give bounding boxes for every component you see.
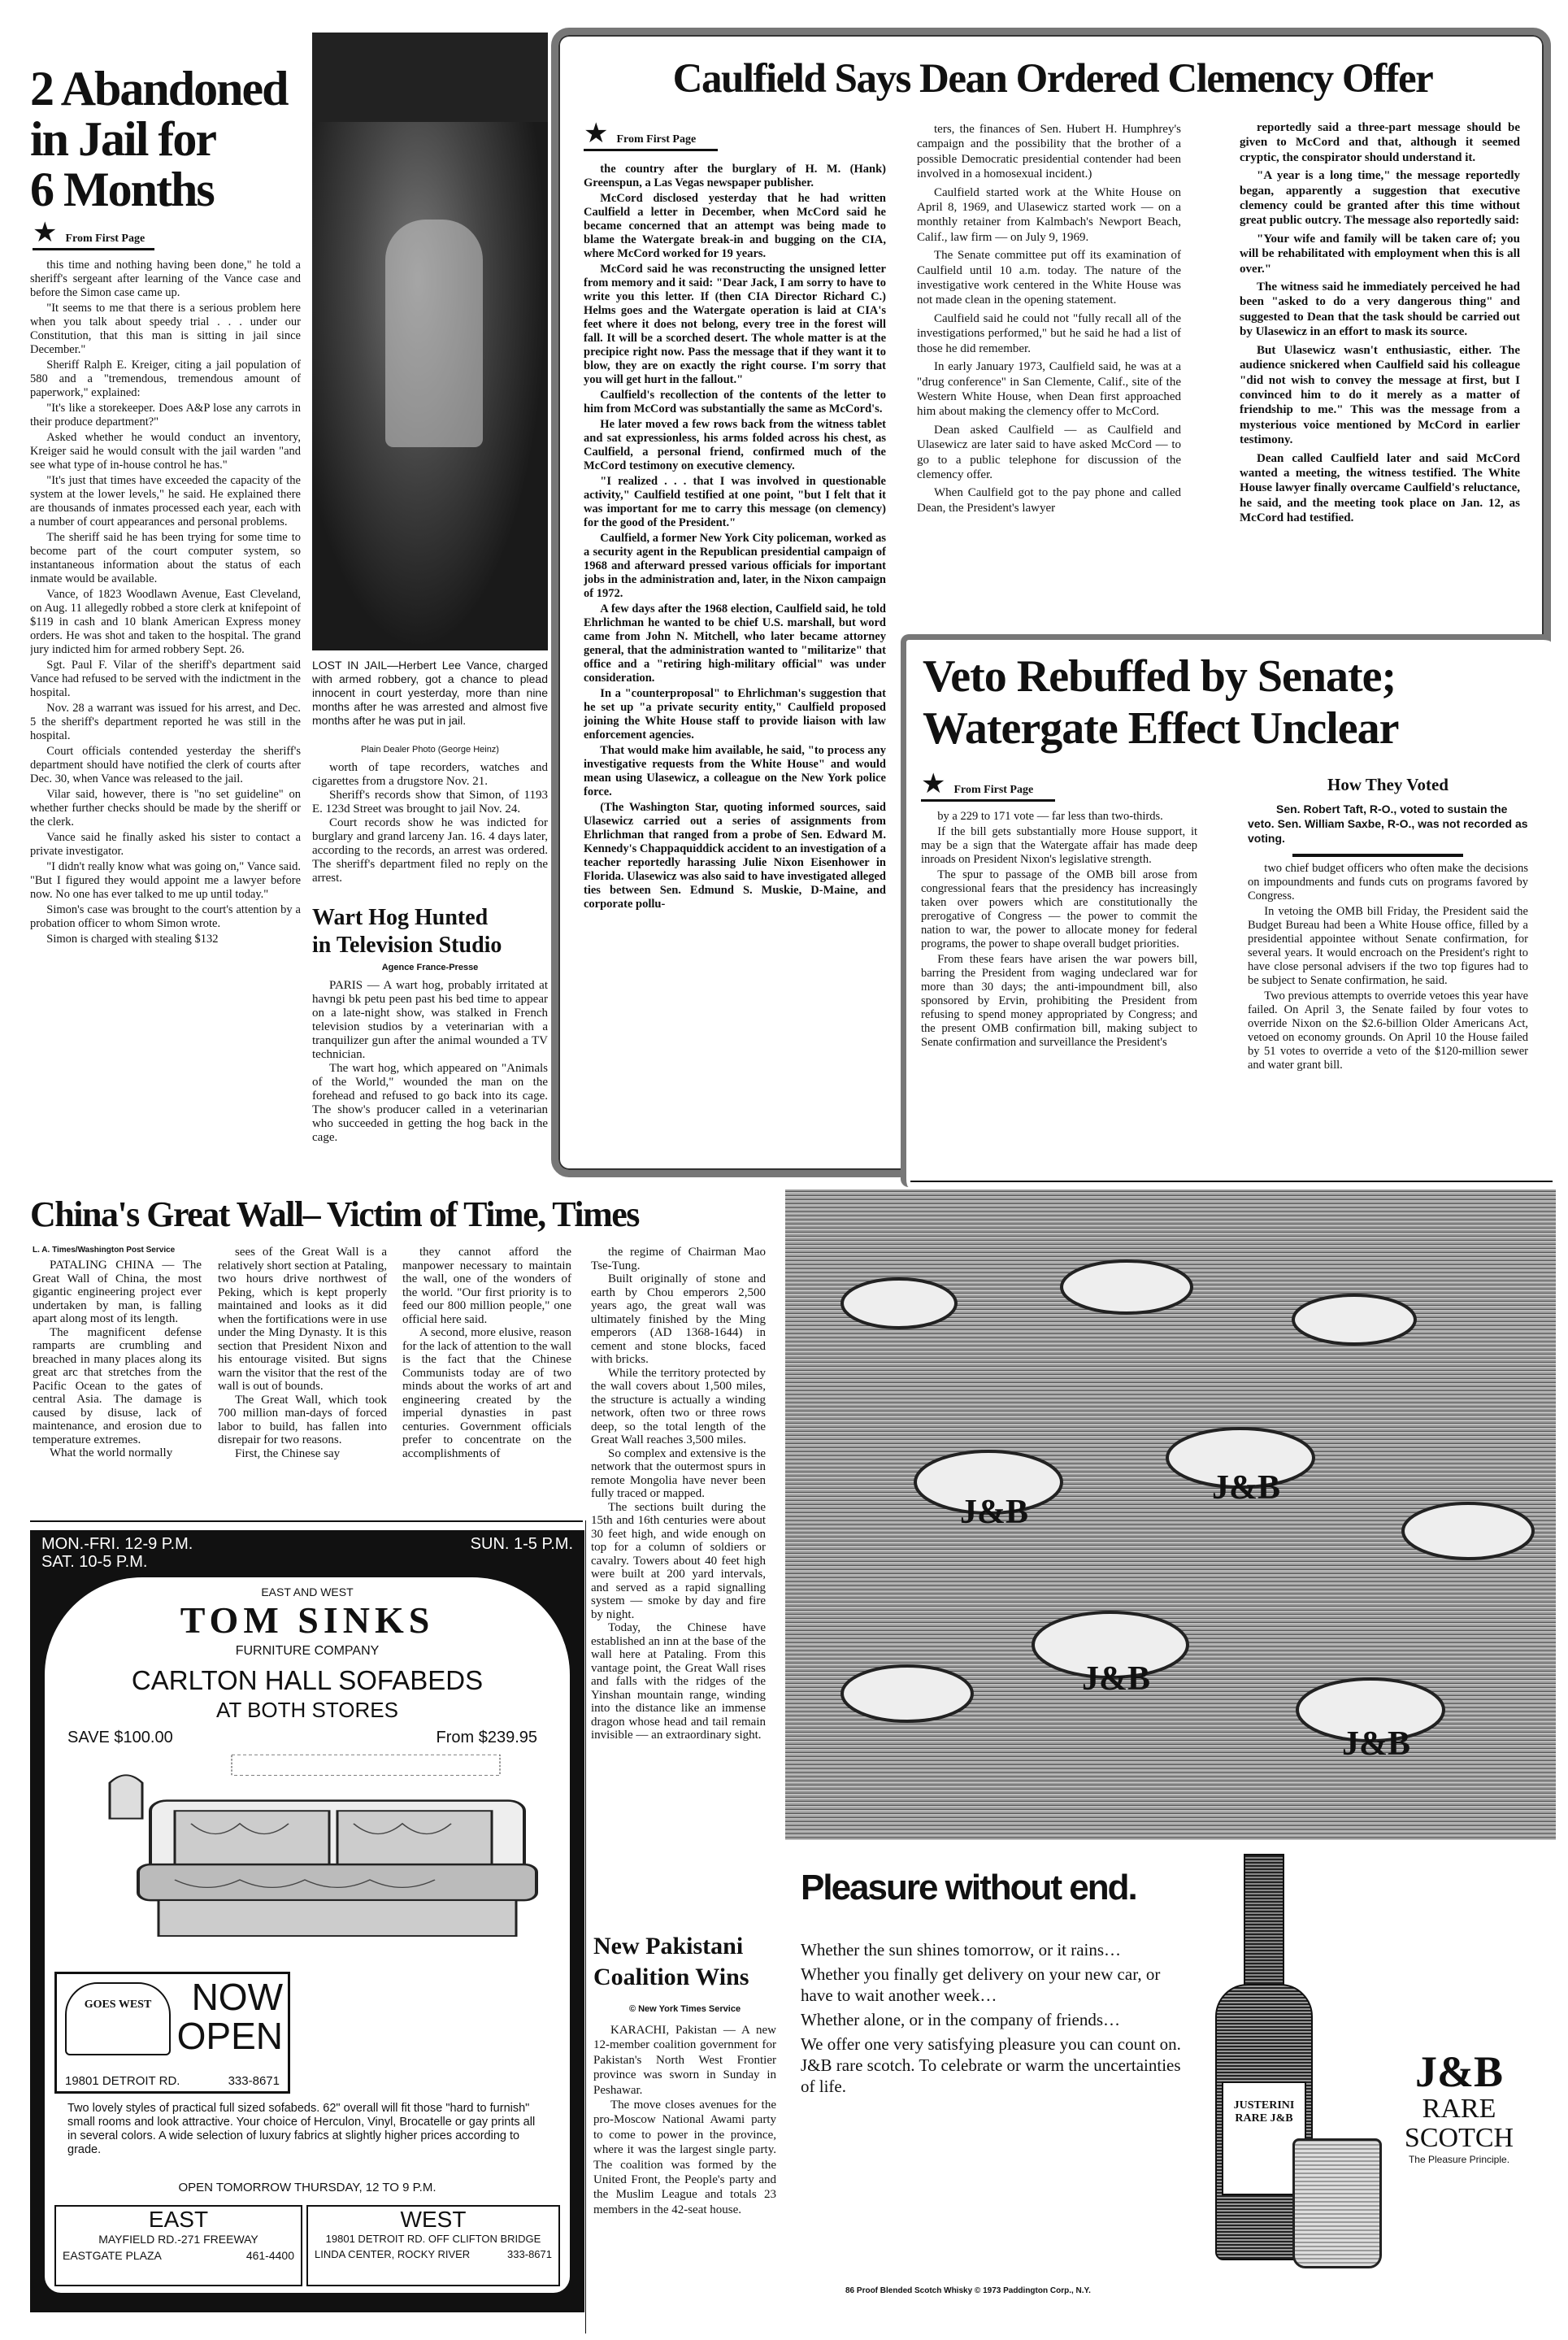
paragraph: "It seems to me that there is a serious problem here when you talk about speedy trial . . . under our Constitution, that this man is sitting in jail since December." bbox=[30, 302, 301, 356]
store-address: 19801 DETROIT RD. OFF CLIFTON BRIDGE bbox=[325, 2233, 541, 2245]
china-col-2 bbox=[218, 1246, 387, 1517]
headline-line: New Pakistani bbox=[593, 1933, 744, 1959]
paragraph: A second, more elusive, reason for the lack of attention to the wall is the fact that the Chinese Communists today are of two minds about the works of art and engineering created by the imperial dynasties in past centuries. Government officials prefer to concentrate on the accomplishments of bbox=[402, 1326, 571, 1460]
paragraph: When Caulfield got to the pay phone and called Dean, the President's lawyer bbox=[917, 486, 1181, 515]
paragraph: Simon is charged with stealing $132 bbox=[46, 933, 219, 946]
copy-line: Whether alone, or in the company of friends… bbox=[801, 2010, 1121, 2029]
scotch-text: SCOTCH bbox=[1404, 2123, 1514, 2153]
paragraph: First, the Chinese say bbox=[235, 1446, 341, 1460]
star-icon: ★ bbox=[33, 218, 58, 248]
paragraph: the country after the burglary of H. M. (Hank) Greenspun, a Las Vegas newspaper publisher. bbox=[584, 163, 886, 189]
rare-text: RARE bbox=[1422, 2094, 1496, 2124]
paragraph: Court officials contended yesterday the sheriff's department should have notified the clerk of courts after Dec. 30, when Vance was released to the jail. bbox=[30, 745, 301, 785]
paragraph: Built originally of stone and earth by Chou emperors 2,500 years ago, the great wall was ultimately finished by the Ming emperors (AD 1368-1644) in cement and stone blocks, faced with bricks. bbox=[591, 1272, 766, 1366]
now-open-phone: 333-8671 bbox=[228, 2074, 280, 2088]
price: From $239.95 bbox=[436, 1729, 537, 1746]
paragraph: From these fears have arisen the war powers bill, barring the President from waging undeclared war for more than 30 days; the anti-impoundment bill, also sponsored by Ervin, prohibiting the President from refusing to spend money appropriated by Congress; and the present OMB confirmation bill, making subject to Senate confirmation and surveillance the President's bbox=[921, 953, 1197, 1049]
from-first-page-marker bbox=[33, 218, 154, 250]
pakistan-credit: © New York Times Service bbox=[628, 2004, 741, 2014]
caulfield-headline: Caulfield Says Dean Ordered Clemency Offer bbox=[672, 56, 1433, 102]
china-col-4 bbox=[591, 1246, 766, 1920]
china-headline: China's Great Wall– Victim of Time, Times bbox=[30, 1194, 639, 1234]
east-store bbox=[54, 2205, 302, 2286]
store-phone: 333-8671 bbox=[507, 2248, 552, 2260]
paragraph: The sheriff said he has been trying for some time to become part of the court computer system, so instantaneous information about the status of each inmate would be available. bbox=[30, 531, 301, 585]
now-text: NOW bbox=[191, 1976, 283, 2018]
copy-line: Whether you finally get delivery on your new car, or have to wait another week… bbox=[801, 1964, 1161, 2005]
paragraph: Today, the Chinese have established an inn at the base of the wall here at Pataling. From this vantage point, the Great Wall rises and falls with the ridges of the Yinshan mountain range, winding into the distance like an immense dragon whose head and tail remain invisible — an extraordinary sight. bbox=[591, 1621, 766, 1742]
paragraph: "It's just that times have exceeded the capacity of the system at the lower levels," he said. He explained there are thousands of inmates processed each year, each with a number of court appearances and personal problems. bbox=[30, 474, 301, 528]
ad-panel bbox=[45, 1577, 570, 2293]
open-tomorrow: OPEN TOMORROW THURSDAY, 12 TO 9 P.M. bbox=[178, 2181, 437, 2194]
jail-continuation bbox=[312, 761, 548, 901]
caulfield-col-1 bbox=[584, 163, 886, 1161]
paragraph: The witness said he immediately perceived he had been "asked to do a very dangerous thing" and suggested to Dean that the task should be carried out by Ulasewicz in an effort to mask its source. bbox=[1240, 281, 1520, 339]
pakistan-body bbox=[593, 2023, 776, 2336]
paragraph: Nov. 28 a warrant was issued for his arrest, and Dec. 5 the sheriff's department reported he was still in the hospital. bbox=[30, 702, 301, 742]
hours-text: MON.-FRI. 12-9 P.M. bbox=[41, 1535, 193, 1553]
jb-headline: Pleasure without end. bbox=[801, 1868, 1136, 1907]
paragraph: A few days after the 1968 election, Caulfield said, he told Ehrlichman he wanted to be chief U.S. marshall, but word came from John N. Mitchell, who later became attorney general, that the administration wanted to "militarize" that office and a "retiring high-military official" was under consideration. bbox=[584, 602, 886, 685]
hours-text: SAT. 10-5 P.M. bbox=[41, 1553, 148, 1571]
copy-line: We offer one very satisfying pleasure you can count on. J&B rare scotch. To celebrate or warm the uncertainties of life. bbox=[801, 2034, 1181, 2096]
paragraph: What the world normally bbox=[50, 1446, 173, 1459]
paragraph: In vetoing the OMB bill Friday, the President said the Budget Bureau had been a White House office, filled by a presidential appointee without Senate confirmation, for several years. It would encroach on the President's right to have close personal advisers if the two top figures had to be subject to Senate confirmation, he said. bbox=[1248, 905, 1528, 987]
store-phone: 461-4400 bbox=[245, 2249, 294, 2262]
paragraph: PATALING CHINA — The Great Wall of China, the most gigantic engineering project ever undertaken by man, is falling apart along most of its length. bbox=[33, 1259, 202, 1325]
star-icon: ★ bbox=[921, 769, 946, 799]
headline-line: Watergate Effect Unclear bbox=[923, 703, 1399, 754]
column-rule bbox=[585, 1520, 586, 2333]
jb-copy bbox=[801, 1939, 1183, 2097]
ad-subtitle: AT BOTH STORES bbox=[216, 1698, 398, 1722]
open-text: OPEN bbox=[176, 2015, 283, 2057]
from-first-page-label: From First Page bbox=[616, 133, 697, 146]
paragraph: McCord disclosed yesterday that he had written Caulfield a letter in December, when McCord said he became concerned that an attempt was being made to blame the Watergate break-in and bugging on the CIA, where McCord worked for 19 years. bbox=[584, 192, 886, 260]
paragraph: "I didn't really know what was going on," Vance said. "But I figured they would appoint me a lawyer before now. No one has ever talked to me up until today." bbox=[30, 860, 301, 901]
jb-glass bbox=[1292, 2138, 1382, 2268]
tagline: The Pleasure Principle. bbox=[1408, 2154, 1510, 2165]
photo-credit: Plain Dealer Photo (George Heinz) bbox=[361, 745, 499, 755]
paragraph: "A year is a long time," the message reportedly began, apparently a suggestion that executive clemency could be granted after this time without great public outcry. The message also reportedly said: bbox=[1240, 169, 1520, 228]
china-credit: L. A. Times/Washington Post Service bbox=[33, 1246, 176, 1255]
ad-title: CARLTON HALL SOFABEDS bbox=[131, 1665, 484, 1695]
paragraph: the regime of Chairman Mao Tse-Tung. bbox=[591, 1246, 766, 1272]
paragraph: Sheriff's records show that Simon, of 1193 E. 123d Street was brought to jail Nov. 24. bbox=[312, 789, 548, 816]
paragraph: "It's like a storekeeper. Does A&P lose any carrots in their produce department?" bbox=[30, 402, 301, 428]
covered-wagon-icon: GOES WEST bbox=[65, 1982, 171, 2055]
paragraph: While the territory protected by the wall covers about 1,500 miles, the structure is actually a winding network, often two or three rows deep, so the total length of the Great Wall reaches 3,500 miles. bbox=[591, 1366, 766, 1446]
how-they-voted-title: How They Voted bbox=[1327, 775, 1449, 794]
headline-line: in Jail for bbox=[30, 112, 215, 166]
paragraph: PARIS — A wart hog, probably irritated at havngi bk petu peen past his bed time to appear on a late-night show, was stalked in French television studios by a veterinarian with a tranquilizer gun after the animal wounded a TV technician. bbox=[312, 979, 548, 1061]
paragraph: KARACHI, Pakistan — A new 12-member coalition government for Pakistan's North West Frontier province was sworn in Sunday in Peshawar. bbox=[593, 2024, 776, 2097]
paragraph: they cannot afford the manpower necessary to maintain the wall, one of the wonders of the world. "Our first priority is to feed our 800 million people," one official here said. bbox=[402, 1246, 571, 1326]
paragraph: Vance said he finally asked his sister to contact a private investigator. bbox=[30, 831, 301, 858]
divider bbox=[30, 1520, 583, 1522]
from-first-page-label: From First Page bbox=[65, 233, 146, 245]
sunday-hours: SUN. 1-5 P.M. bbox=[470, 1535, 573, 1553]
paragraph: The wart hog, which appeared on "Animals of the World," wounded the man on the forehead and refused to go back into its cage. The show's producer called in a veterinarian who succeeded in getting the hog back in the cage. bbox=[312, 1062, 548, 1144]
warthog-body bbox=[312, 979, 548, 1182]
china-col-1 bbox=[33, 1259, 202, 1517]
jb-logo bbox=[1390, 2049, 1528, 2166]
paragraph: Vilar said, however, there is "no set guideline" on whether further checks should be made by the sheriff or the clerk. bbox=[30, 788, 301, 829]
ad-description: Two lovely styles of practical full sized sofabeds. 62" overall will fit those "hard to furnish" small rooms and look attractive. Your choice of Herculon, Vinyl, Brocatelle or gay prints all in several colors. A wide selection of luxury fabrics at slightly higher prices according to grade. bbox=[67, 2102, 536, 2156]
paragraph: Asked whether he would conduct an inventory, Kreiger said he would consult with the jail warden "and see what type of in-house control he has." bbox=[30, 431, 301, 472]
paragraph: Court records show he was indicted for burglary and grand larceny Jan. 16. 4 days later, according to the records, an arrest was ordered. The sheriff's department filed no reply on the arrest. bbox=[312, 816, 548, 885]
from-first-page-marker bbox=[921, 769, 1055, 802]
store-location: EASTGATE PLAZA bbox=[63, 2249, 162, 2262]
jail-body bbox=[30, 259, 301, 1181]
paragraph: Vance, of 1823 Woodlawn Avenue, East Cleveland, on Aug. 11 allegedly robbed a store clerk at knifepoint of $119 in cash and 10 blank American Express money orders. He was shot and taken to the hospital. The grand jury indicted him for armed robbery Sept. 26. bbox=[30, 588, 301, 656]
paragraph: two chief budget officers who often make the decisions on impoundments and funds cuts on programs favored by Congress. bbox=[1248, 862, 1528, 903]
svg-text:J&B: J&B bbox=[1082, 1660, 1150, 1698]
how-they-voted-text: Sen. Robert Taft, R-O., voted to sustain the veto. Sen. William Saxbe, R-O., was not recorded as voting. bbox=[1248, 802, 1528, 845]
paragraph: Caulfield said he could not "fully recall all of the investigations performed," but he said he had a list of those he did remember. bbox=[917, 311, 1181, 355]
jail-headline bbox=[30, 63, 306, 215]
company-name: FURNITURE COMPANY bbox=[235, 1644, 380, 1658]
photo-caption bbox=[312, 659, 548, 743]
headline-line: in Television Studio bbox=[312, 933, 502, 958]
paragraph: "I realized . . . that I was involved in questionable activity," Caulfield testified at one point, "but I felt that it was important for me to carry this message (on clemency) for the good of the President." bbox=[584, 475, 886, 529]
paragraph: this time and nothing having been done," he told a sheriff's sergeant after learning of the Vance case and before the Simon case came up. bbox=[30, 259, 301, 299]
headline-line: Veto Rebuffed by Senate; bbox=[923, 651, 1396, 702]
svg-text:J&B: J&B bbox=[1342, 1725, 1410, 1763]
paragraph: So complex and extensive is the network that the outermost spurs in remote Mongolia have never been fully traced or mapped. bbox=[591, 1446, 766, 1500]
veto-col-2 bbox=[1248, 862, 1528, 1177]
paragraph: "Your wife and family will be taken care of; you will be rehabilitated with employment when this is all over." bbox=[1240, 232, 1520, 276]
paragraph: The Senate committee put off its examination of Caulfield until 10 a.m. today. The nature of the investigative work centered in the White House was not made clean in the opening statement. bbox=[917, 249, 1181, 307]
divider bbox=[1292, 854, 1463, 857]
warthog-headline bbox=[312, 904, 548, 959]
headline-line: Coalition Wins bbox=[593, 1964, 749, 1990]
veto-headline bbox=[923, 650, 1540, 755]
divider bbox=[910, 1181, 1553, 1182]
paragraph: worth of tape recorders, watches and cigarettes from a drugstore Nov. 21. bbox=[312, 761, 548, 788]
from-first-page-label: From First Page bbox=[953, 784, 1034, 796]
now-open-box bbox=[54, 1972, 290, 2094]
headline-line: Wart Hog Hunted bbox=[312, 905, 489, 930]
caulfield-col-3 bbox=[1240, 120, 1520, 624]
paragraph: The magnificent defense ramparts are crumbling and breached in many places along its great arc that stretches from the Pacific Ocean to the gates of central Asia. The damage is caused by disuse, lack of maintenance, and erosion due to temperature extremes. bbox=[33, 1325, 202, 1446]
paragraph: reportedly said a three-part message should be given to McCord and that, although it seemed cryptic, the conspirator should understand it. bbox=[1240, 121, 1520, 164]
sofa-illustration bbox=[61, 1752, 557, 1972]
caulfield-col-2 bbox=[917, 122, 1181, 626]
paragraph: Dean asked Caulfield — as Caulfield and Ulasewicz are later said to have asked McCord — to go to a public telephone for discussion of the clemency offer. bbox=[917, 423, 1181, 481]
paragraph: Caulfield's recollection of the contents of the letter to him from McCord was substantially the same as McCord's. bbox=[584, 389, 886, 415]
paragraph: by a 229 to 171 vote — far less than two-thirds. bbox=[937, 810, 1163, 823]
headline-line: 6 Months bbox=[30, 163, 214, 216]
bottle-label: JUSTERINI RARE J&B bbox=[1222, 2081, 1306, 2195]
paragraph: Dean called Caulfield later and said McCord wanted a meeting, the witness testified. The White House lawyer finally overcame Caulfield's reluctance, he said, and the meeting took place on Jan. 12, as McCord had testified. bbox=[1240, 451, 1520, 525]
paragraph: Sheriff Ralph E. Kreiger, citing a jail population of 580 and a "tremendous, tremendous amount of paperwork," explained: bbox=[30, 359, 301, 399]
weekday-hours bbox=[41, 1535, 193, 1571]
pakistan-headline bbox=[593, 1931, 776, 1993]
jb-bottles-photo bbox=[785, 1190, 1556, 1840]
headline-line: 2 Abandoned bbox=[30, 62, 288, 115]
save-amount: SAVE $100.00 bbox=[67, 1729, 173, 1746]
vance-photo bbox=[312, 33, 548, 650]
paragraph: That would make him available, he said, "to process any investigative requests from the White House" and would mean using Ulasewicz, a colleague on the New York police force. bbox=[584, 744, 886, 798]
paragraph: Caulfield started work at the White House on April 8, 1969, and Ulasewicz started work — on a monthly retainer from Kalmbach's Newport Beach, Calif., law firm — on July 9, 1969. bbox=[917, 185, 1181, 244]
store-label: WEST bbox=[400, 2207, 467, 2232]
jb-fine-print: 86 Proof Blended Scotch Whisky © 1973 Paddington Corp., N.Y. bbox=[845, 2286, 1091, 2295]
store-label: EAST bbox=[148, 2207, 209, 2232]
paragraph: Caulfield, a former New York City policeman, worked as a security agent in the Republican presidential campaign of 1968 and afterward pressed various officials for important jobs in the administration and, later, in the Nixon campaign of 1972. bbox=[584, 532, 886, 600]
caption-text: LOST IN JAIL—Herbert Lee Vance, charged with armed robbery, got a chance to plead innocent in court yesterday, more than nine months after he was arrested and almost five months after he was put in jail. bbox=[312, 659, 548, 727]
now-open bbox=[177, 1977, 283, 2055]
bottle-caps-illustration bbox=[785, 1190, 1556, 1840]
svg-text:J&B: J&B bbox=[1212, 1469, 1280, 1507]
paragraph: (The Washington Star, quoting informed sources, said Ulasewicz carried out a series of assignments from Ehrlichman that ranged from a probe of Sen. Edward M. Kennedy's Chappaquiddick accident to an investigation of a teacher reportedly harassing Julie Nixon Eisenhower in Florida. Ulasewicz was also said to have investigated alleged ties between Sen. Edmund S. Muskie, D-Maine, and corporate pollu- bbox=[584, 801, 886, 911]
veto-col-1 bbox=[921, 810, 1197, 1176]
paragraph: The Great Wall, which took 700 million man-days of forced labor to build, has fallen into disrepair for two reasons. bbox=[218, 1393, 387, 1446]
svg-text:J&B: J&B bbox=[960, 1494, 1028, 1531]
paragraph: Simon's case was brought to the court's attention by a probation officer to whom Simon wrote. bbox=[30, 903, 301, 930]
store-address: MAYFIELD RD.-271 FREEWAY bbox=[98, 2233, 258, 2246]
west-store bbox=[306, 2205, 560, 2286]
tom-sinks-ad bbox=[30, 1530, 584, 2312]
china-col-3 bbox=[402, 1246, 571, 1517]
paragraph: He later moved a few rows back from the witness tablet and sat expressionless, his arms folded across his chest, as Caulfield, a personal friend, confirmed much of the McCord testimony on executive clemency. bbox=[584, 418, 886, 472]
now-open-address: 19801 DETROIT RD. bbox=[65, 2074, 180, 2088]
paragraph: ters, the finances of Sen. Hubert H. Humphrey's campaign and the possibility that the brother of a possible Democratic presidential contender had been involved in a homosexual incident.) bbox=[917, 123, 1181, 181]
paragraph: In early January 1973, Caulfield said, he was at a "drug conference" in San Clemente, Calif., site of the Western White House, when Dean first approached him about making the clemency offer to McCord. bbox=[917, 360, 1181, 419]
paragraph: McCord said he was reconstructing the unsigned letter from memory and it said: "Dear Jack, I am sorry to have to write you this letter. If (then CIA Director Richard C.) Helms goes and the Watergate operation is laid at CIA's feet where it does not belong, every tree in the forest will fall. It will be a scorched desert. The whole matter is at the precipice right now. Pass the message that if they want it to blow, they are on exactly the right course. I'm sorry that you will get hurt in the fallout." bbox=[584, 263, 886, 386]
east-and-west: EAST AND WEST bbox=[261, 1585, 354, 1598]
paragraph: Sgt. Paul F. Vilar of the sheriff's department said Vance had refused to be served with the indictment in the hospital. bbox=[30, 659, 301, 699]
paragraph: The sections built during the 15th and 16th centuries were about 30 feet high, and wide enough on top for a column of soldiers or cavalry. Towers about 40 feet high were built at 200 yard intervals, and served as a rapid signalling system — smoke by day and fire by night. bbox=[591, 1500, 766, 1621]
store-location: LINDA CENTER, ROCKY RIVER bbox=[315, 2248, 471, 2260]
warthog-credit: Agence France-Presse bbox=[381, 963, 479, 972]
from-first-page-marker bbox=[584, 119, 718, 151]
paragraph: The move closes avenues for the pro-Moscow National Awami party to come to power in the province, where it was the largest single party. The coalition was formed by the United Front, the People's party and the Muslim League and totals 23 members in the 42-seat house. bbox=[593, 2099, 776, 2216]
paragraph: But Ulasewicz wasn't enthusiastic, either. The audience snickered when Caulfield said his colleague "did not wish to convey the message at first, but I convinced him to do it merely as a matter of friendship to me." This was the message from a mysterious voice mentioned by McCord in earlier testimony. bbox=[1240, 343, 1520, 447]
star-icon: ★ bbox=[584, 119, 609, 149]
paragraph: If the bill gets substantially more House support, it may be a sign that the Watergate affair has made deep inroads on President Nixon's legislative strength. bbox=[921, 825, 1197, 866]
logo-text: J&B bbox=[1415, 2047, 1503, 2096]
paragraph: The spur to passage of the OMB bill arose from congressional fears that the presidency has increasingly taken over powers which are constitutionally the prerogative of Congress — the power to commit the nation to war, the power to allocate money for federal programs, the power to shape overall budget priorities. bbox=[921, 868, 1197, 950]
paragraph: sees of the Great Wall is a relatively short section at Pataling, two hours drive northwest of Peking, which is kept properly maintained and looks as it did when the fortifications were in use under the Ming Dynasty. It is this section that President Nixon and his entourage visited. But signs warn the visitor that the rest of the wall is out of bounds. bbox=[218, 1246, 387, 1393]
paragraph: In a "counterproposal" to Ehrlichman's suggestion that he set up "a private security entity," Caulfield proposed joining the White House staff to provide liaison with law enforcement agencies. bbox=[584, 687, 886, 742]
copy-line: Whether the sun shines tomorrow, or it rains… bbox=[801, 1940, 1122, 1959]
paragraph: Two previous attempts to override vetoes this year have failed. On April 3, the Senate failed by four votes to override Nixon on the $2.6-billion Older Americans Act, vetoed on economy grounds. On April 10 the House failed by 51 votes to override a veto of the $120-million sewer and water grant bill. bbox=[1248, 989, 1528, 1072]
tom-sinks-logo: TOM SINKS bbox=[180, 1599, 435, 1641]
